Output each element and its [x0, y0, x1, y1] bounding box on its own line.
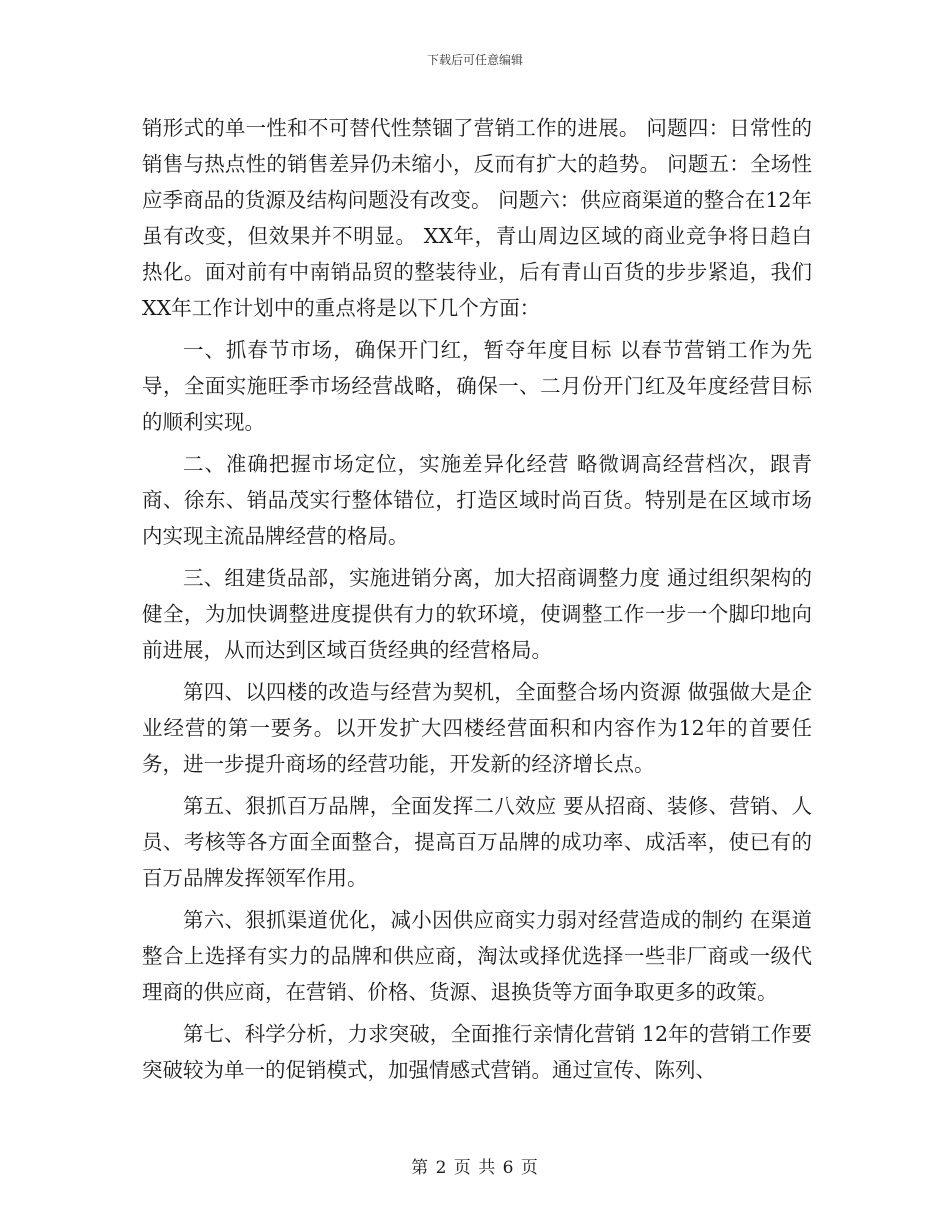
page-number: 第 2 页 共 6 页: [411, 1158, 539, 1178]
document-body: [142, 110, 812, 1094]
paragraph-2: 一、抓春节市场，确保开门红，暂夺年度目标 以春节营销工作为先导，全面实施旺季市场经营战略，确保一、二月份开门红及年度经营目标的顺利实现。: [142, 338, 812, 434]
paragraph-5: 第四、以四楼的改造与经营为契机，全面整合场内资源 做强做大是企业经营的第一要务。以开发扩大四楼经营面积和内容作为12年的首要任务，进一步提升商场的经营功能，开发新的经济增长点。: [142, 680, 812, 776]
paragraph-3: 二、准确把握市场定位，实施差异化经营 略微调高经营档次，跟青商、徐东、销品茂实行整体错位，打造区域时尚百货。特别是在区域市场内实现主流品牌经营的格局。: [142, 452, 812, 548]
paragraph-4: 三、组建货品部，实施进销分离，加大招商调整力度 通过组织架构的健全，为加快调整进度提供有力的软环境，使调整工作一步一个脚印地向前进展，从而达到区域百货经典的经营格局。: [142, 566, 812, 662]
paragraph-6: 第五、狠抓百万品牌，全面发挥二八效应 要从招商、装修、营销、人员、考核等各方面全面整合，提高百万品牌的成功率、成活率，使已有的百万品牌发挥领军作用。: [142, 794, 812, 890]
page-header: 下载后可任意编辑: [426, 53, 523, 67]
paragraph-8: 第七、科学分析，力求突破，全面推行亲情化营销 12年的营销工作要突破较为单一的促销模式，加强情感式营销。通过宣传、陈列、: [142, 1022, 812, 1082]
paragraph-7: 第六、狠抓渠道优化，减小因供应商实力弱对经营造成的制约 在渠道整合上选择有实力的品牌和供应商，淘汰或择优选择一些非厂商或一级代理商的供应商，在营销、价格、货源、退换货等方面争取更多的政策。: [142, 908, 812, 1004]
paragraph-1: 销形式的单一性和不可替代性禁锢了营销工作的进展。 问题四：日常性的销售与热点性的销售差异仍未缩小，反而有扩大的趋势。 问题五：全场性应季商品的货源及结构问题没有改变。 问题六：供应商渠道的整合在12年虽有改变，但效果并不明显。 XX年，青山周边区域的商业竞争将日趋白热化。面对前有中南销品贸的整装待业，后有青山百货的步步紧追，我们XX年工作计划中的重点将是以下几个方面：: [142, 116, 812, 320]
